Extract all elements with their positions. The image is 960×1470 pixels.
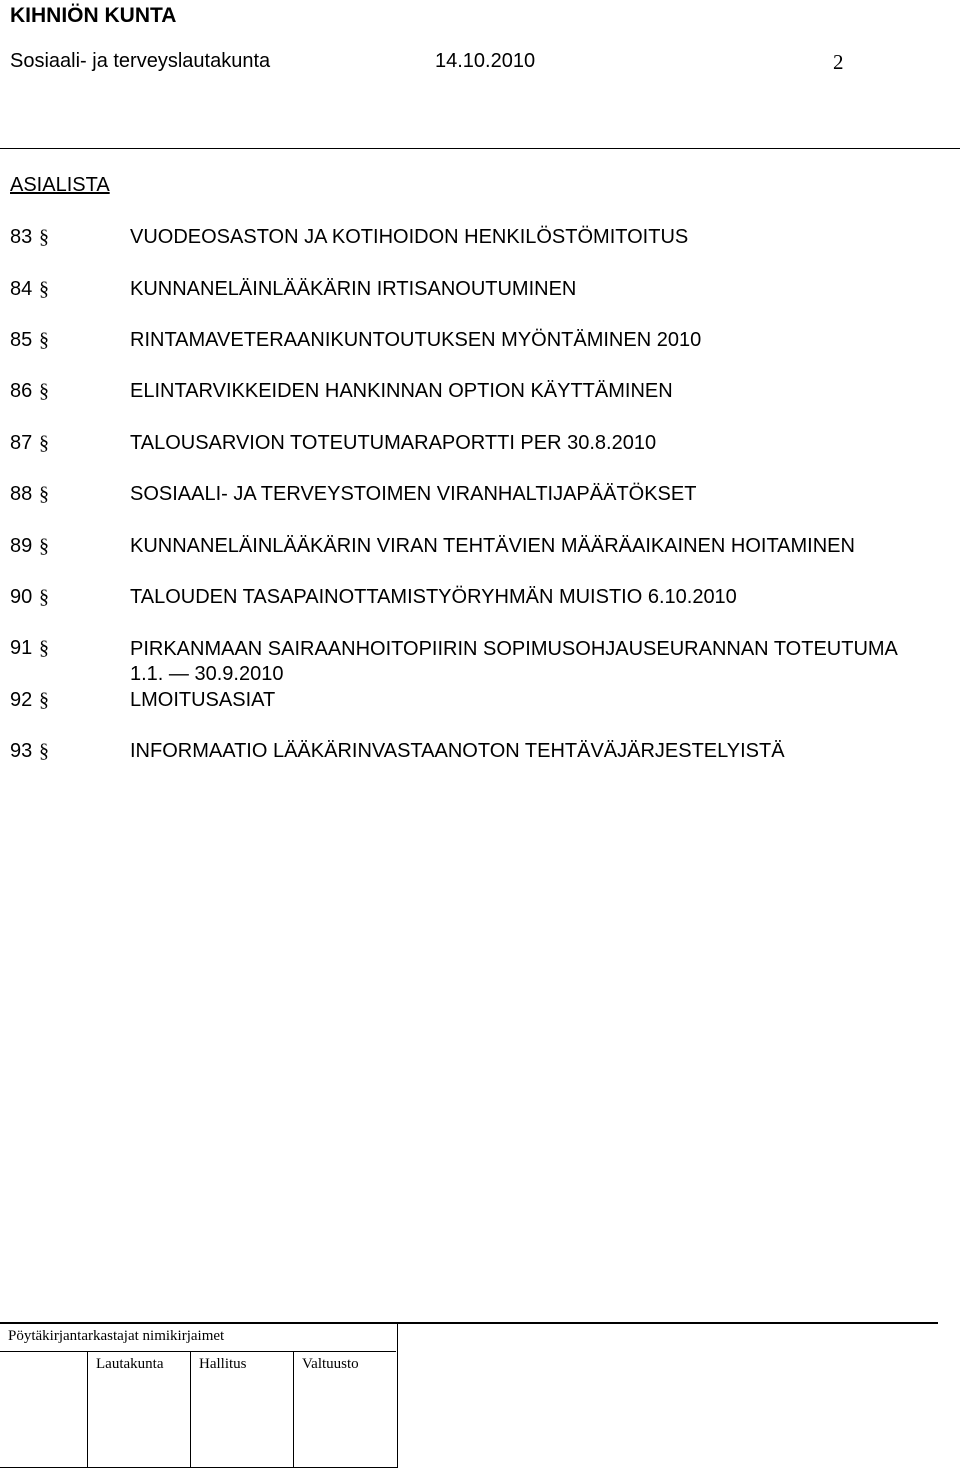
agenda-item-number: 84: [10, 278, 33, 300]
agenda-item-title: TALOUSARVION TOTEUTUMARAPORTTI PER 30.8.2010: [130, 432, 657, 454]
agenda-item-number: 93: [10, 740, 33, 762]
agenda-item-number: 83: [10, 226, 33, 248]
signature-cell-lautakunta: [87, 1352, 191, 1468]
agenda-item-number: 92: [10, 689, 33, 711]
agenda-item-number: 90: [10, 586, 33, 608]
signature-column-label: Hallitus: [199, 1356, 247, 1372]
agenda-item-title: KUNNANELÄINLÄÄKÄRIN VIRAN TEHTÄVIEN MÄÄRÄAIKAINEN HOITAMINEN: [130, 535, 855, 557]
agenda-item-number: 88: [10, 483, 33, 505]
section-symbol: §: [39, 483, 49, 505]
section-symbol: §: [39, 586, 49, 608]
agenda-item-number: 86: [10, 380, 33, 402]
signature-column-label: Lautakunta: [96, 1356, 164, 1372]
section-symbol: §: [39, 226, 49, 248]
agenda-item-title: LMOITUSASIAT: [130, 689, 276, 711]
section-symbol: §: [39, 329, 49, 351]
signature-cell-hallitus: [190, 1352, 294, 1468]
signature-cell-valtuusto: [293, 1352, 397, 1468]
agenda-item-title: KUNNANELÄINLÄÄKÄRIN IRTISANOUTUMINEN: [130, 278, 577, 300]
agenda-item-title: PIRKANMAAN SAIRAANHOITOPIIRIN SOPIMUSOHJAUSEURANNAN TOTEUTUMA 1.1. — 30.9.2010: [130, 638, 897, 685]
agenda-item-number: 85: [10, 329, 33, 351]
section-symbol: §: [39, 380, 49, 402]
agenda-item-title: TALOUDEN TASAPAINOTTAMISTYÖRYHMÄN MUISTIO 6.10.2010: [130, 586, 737, 608]
agenda-item-title: ELINTARVIKKEIDEN HANKINNAN OPTION KÄYTTÄMINEN: [130, 380, 673, 402]
board-name: Sosiaali- ja terveyslautakunta: [10, 50, 271, 72]
agenda-item-title: RINTAMAVETERAANIKUNTOUTUKSEN MYÖNTÄMINEN 2010: [130, 329, 702, 351]
section-symbol: §: [39, 432, 49, 454]
meeting-date: 14.10.2010: [435, 50, 536, 72]
section-symbol: §: [39, 535, 49, 557]
agenda-item-title: SOSIAALI- JA TERVEYSTOIMEN VIRANHALTIJAPÄÄTÖKSET: [130, 483, 697, 505]
header-divider: [0, 148, 960, 149]
section-symbol: §: [39, 740, 49, 762]
agenda-item-number: 91: [10, 637, 33, 659]
section-symbol: §: [39, 278, 49, 300]
agenda-heading: ASIALISTA: [10, 174, 110, 196]
footer-rule: [398, 1322, 938, 1324]
agenda-item-number: 87: [10, 432, 33, 454]
organization-name: KIHNIÖN KUNTA: [10, 4, 177, 27]
section-symbol: §: [39, 689, 49, 711]
agenda-item-title: VUODEOSASTON JA KOTIHOIDON HENKILÖSTÖMITOITUS: [130, 226, 689, 248]
signature-table: [0, 1322, 398, 1468]
agenda-item-number: 89: [10, 535, 33, 557]
agenda-item-title: INFORMAATIO LÄÄKÄRINVASTAANOTON TEHTÄVÄJÄRJESTELYISTÄ: [130, 740, 785, 762]
signature-row: [0, 1351, 396, 1468]
signature-column-label: Valtuusto: [302, 1356, 359, 1372]
page-number: 2: [833, 50, 844, 74]
section-symbol: §: [39, 637, 49, 659]
signature-table-label: Pöytäkirjantarkastajat nimikirjaimet: [8, 1328, 225, 1344]
